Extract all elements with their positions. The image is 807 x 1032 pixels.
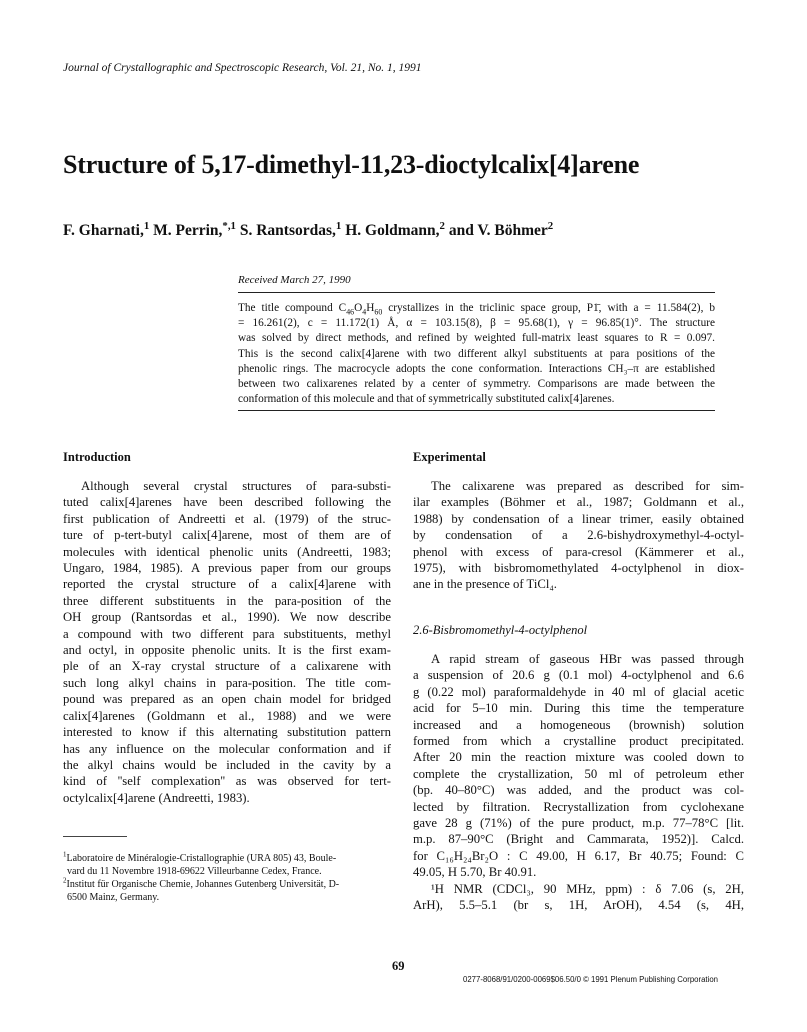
text-line: m.p. 87–90°C (Bright and Cammarata, 1952)]. Calcd. <box>413 832 744 847</box>
abstract-line: The title compound $C_{46}O_4H_{60}$ crystallizes in the triclinic space group, P1̄, with a = 11.584(2), b <box>238 302 715 317</box>
text-line: the alkyl chains would be included in the cavity by a <box>63 757 391 772</box>
text-line: molecules with identical phenolic units (Andreetti, 1983; <box>63 544 391 559</box>
copyright-line: 0277-8068/91/0200-0069$06.50/0 © 1991 Plenum Publishing Corporation <box>463 975 719 984</box>
text-line: interested to know if this alternating substitution pattern <box>63 725 391 740</box>
text-line: The calixarene was prepared as described for sim- <box>431 479 744 493</box>
introduction-text <box>63 478 391 806</box>
abstract <box>238 301 715 407</box>
text-line: for C₁₆H₂₄Br₂O : C 49.00, H 6.17, Br 40.75; Found: C <box>413 848 744 863</box>
affiliation-mark: 2 <box>439 219 445 232</box>
footnote-rule <box>63 836 127 837</box>
text-line: first publication of Andreetti et al. (1979) of the struc- <box>63 511 391 526</box>
experimental-text <box>413 478 744 593</box>
text-line: by condensation of a 2.6-bishydroxymethyl-4-octyl- <box>413 528 744 543</box>
text-line: kind of ''self complexation'' as was observed for tert- <box>63 774 391 789</box>
text-line: complete the crystallization, 50 ml of petroleum ether <box>413 766 744 781</box>
author-name: and V. Böhmer <box>444 222 548 239</box>
text-line: gave 28 g (71%) of the pure product, m.p. 77–78°C [lit. <box>413 816 744 831</box>
text-line: octylcalix[4]arene (Andreetti, 1983). <box>63 790 250 805</box>
text-line: a compound with two different para substituents, methyl <box>63 626 391 641</box>
text-line: (bp. 40–80°C) was added, and the product was col- <box>413 783 744 798</box>
abstract-line: conformation of this molecule and that of symmetrically substituted calix[4]arenes. <box>238 393 615 406</box>
text-line: phenol with excess of para-cresol (Kämmerer et al., <box>413 544 744 559</box>
text-line: and octyl, in opposite phenolic units. It is the first exam- <box>63 643 391 658</box>
footnote-line: 6500 Mainz, Germany. <box>67 892 160 903</box>
text-line: ple of an X-ray crystal structure of a calixarene with <box>63 659 391 674</box>
text-line: such long alkyl chains in para-position. The title com- <box>63 675 391 690</box>
affiliation-mark: 2 <box>547 219 554 232</box>
affiliation-mark: 1 <box>143 219 150 232</box>
text-line: formed from which a crystalline product precipitated. <box>413 734 744 749</box>
abstract-line: phenolic rings. The macrocycle adopts the cone conformation. Interactions CH₃–π are established <box>238 362 715 375</box>
abstract-line: between two calixarenes related by a center of symmetry. Comparisons are made between the <box>238 378 715 391</box>
footnote-line: $^1$Laboratoire de Minéralogie-Cristallographie (URA 805) 43, Boule- <box>63 850 337 864</box>
footnote-line: vard du 11 Novembre 1918-69622 Villeurbanne Cedex, France. <box>67 866 322 877</box>
subsection-heading: 2.6-Bisbromomethyl-4-octylphenol <box>413 623 588 637</box>
author-name: M. Perrin, <box>149 222 223 239</box>
author-name: S. Rantsordas, <box>235 222 336 239</box>
abstract-line: was solved by direct methods, and refined by weighted full-matrix least squares to R = 0.097. <box>238 332 715 345</box>
received-date: Received March 27, 1990 <box>238 274 351 286</box>
abstract-bottom-rule <box>238 410 715 411</box>
text-line: reported the crystal structure of a calix[4]arene with <box>63 577 391 592</box>
affiliation-mark: *,1 <box>222 219 236 232</box>
text-line: three different substituents in the para-position of the <box>63 593 391 608</box>
text-line: tuted calix[4]arenes have been described following the <box>63 495 391 510</box>
footnote-line: $^2$Institut für Organische Chemie, Johannes Gutenberg Universität, D- <box>63 876 340 890</box>
text-line: After 20 min the reaction mixture was cooled down to <box>413 750 744 765</box>
text-line: pound was prepared as an open chain model for bridged <box>63 692 391 707</box>
author-name: F. Gharnati, <box>63 222 144 239</box>
abstract-top-rule <box>238 292 715 293</box>
text-line: ture of p-tert-butyl calix[4]arene, most of them are of <box>63 528 391 543</box>
text-line: Ungaro, 1984, 1985). A previous paper from our groups <box>63 561 391 576</box>
text-line: calix[4]arenes (Goldmann et al., 1988) and we were <box>63 708 391 723</box>
procedure-text <box>413 651 744 914</box>
author-list <box>63 219 554 240</box>
text-line: 1975), with bisbromomethylated 4-octylphenol in diox- <box>413 561 744 576</box>
text-line: acid for 5–10 min. During this time the temperature <box>413 701 744 716</box>
text-line: has any influence on the molecular conformation and if <box>63 741 391 756</box>
text-line: a suspension of 20.6 g (0.1 mol) 4-octylphenol and 6.6 <box>413 668 744 683</box>
section-heading-experimental: Experimental <box>413 450 486 464</box>
page-number: 69 <box>392 959 405 973</box>
abstract-line: = 16.261(2), c = 11.172(1) Å, α = 103.15(8), β = 95.68(1), γ = 96.85(1)°. The structure <box>238 317 715 330</box>
text-line: ¹H NMR (CDCl₃, 90 MHz, ppm) : δ 7.06 (s, 2H, <box>431 881 744 896</box>
text-line: ArH), 5.5–5.1 (br s, 1H, ArOH), 4.54 (s, 4H, <box>413 898 744 913</box>
affiliation-mark: 1 <box>335 219 342 232</box>
text-line: ilar examples (Böhmer et al., 1987; Goldmann et al., <box>413 495 744 510</box>
text-line: OH group (Rantsordas et al., 1990). We now describe <box>63 610 391 625</box>
text-line: 49.05, H 5.70, Br 40.91. <box>413 865 537 880</box>
text-line: A rapid stream of gaseous HBr was passed through <box>431 652 744 666</box>
abstract-line: This is the second calix[4]arene with two different alkyl substituents at para positions of the <box>238 347 715 360</box>
footnotes <box>63 852 391 904</box>
text-line: g (0.22 mol) paraformaldehyde in 40 ml of glacial acetic <box>413 684 744 699</box>
section-heading-introduction: Introduction <box>63 450 131 464</box>
text-line: 1988) by condensation of a linear trimer, easily obtained <box>413 511 744 526</box>
article-title: Structure of 5,17-dimethyl-11,23-dioctylcalix[4]arene <box>63 150 640 179</box>
author-name: H. Goldmann, <box>341 222 440 239</box>
journal-header: Journal of Crystallographic and Spectroscopic Research, Vol. 21, No. 1, 1991 <box>63 62 422 74</box>
text-line: increased and a homogeneous (brownish) solution <box>413 717 744 732</box>
text-line: Although several crystal structures of para-substi- <box>81 479 391 493</box>
text-line: lected by filtration. Recrystallization from cyclohexane <box>413 799 744 814</box>
text-line: ane in the presence of TiCl₄. <box>413 577 557 592</box>
